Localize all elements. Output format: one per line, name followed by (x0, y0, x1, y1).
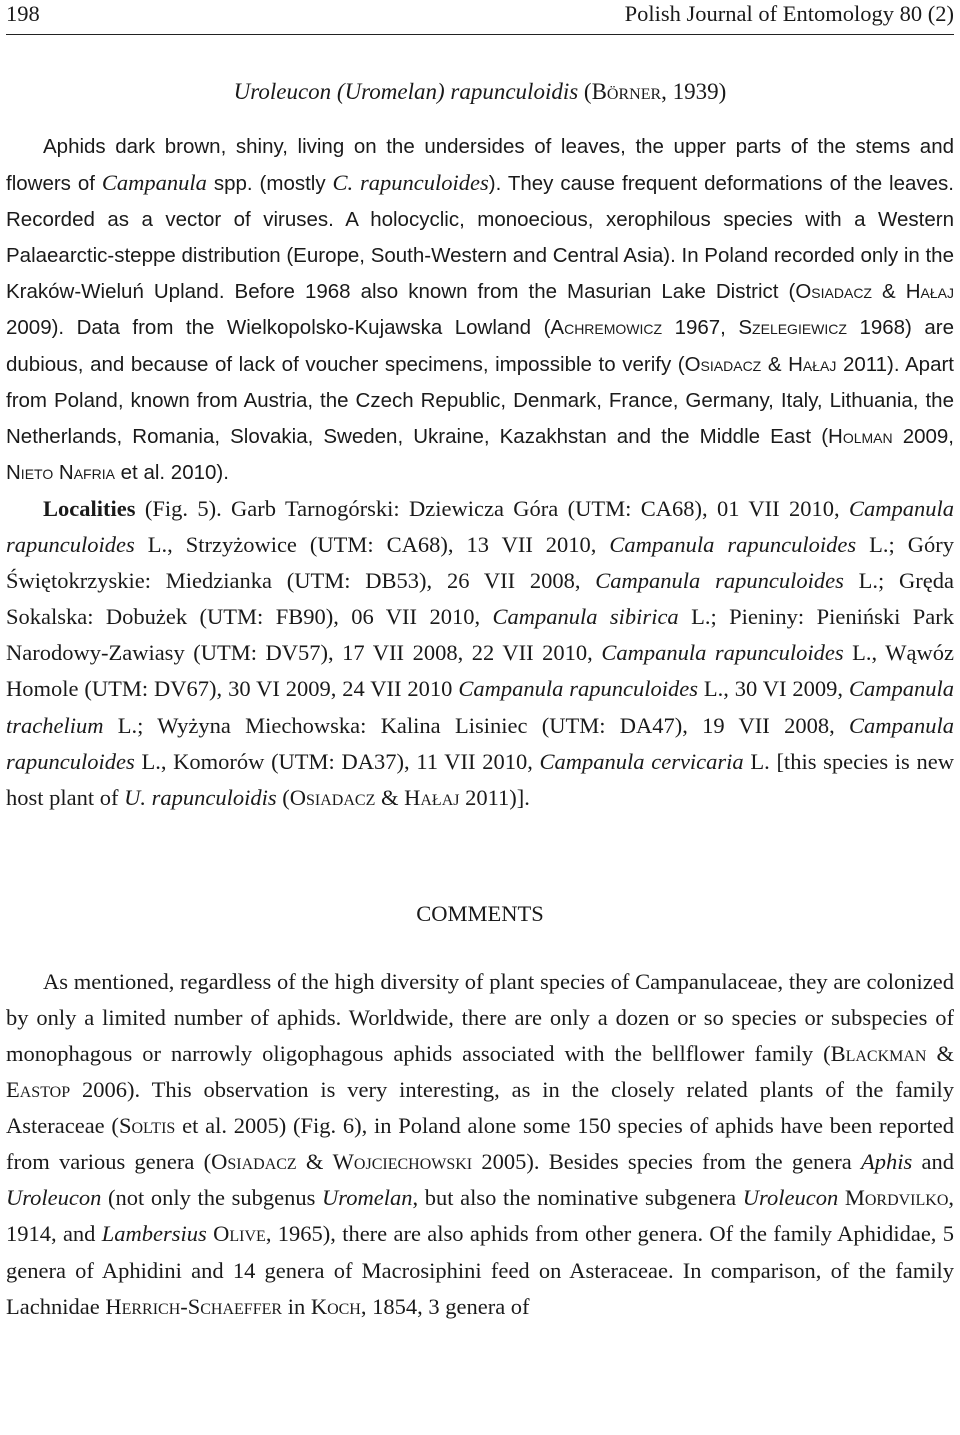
text-run: Osiadacz (795, 280, 872, 304)
text-run: Hałaj (905, 280, 954, 304)
text-run: Blackman (830, 1040, 927, 1066)
text-run: L.; Wyżyna Miechowska: Kalina Lisiniec (UTM: DA47), 19 VII 2008, (103, 712, 849, 738)
text-run: Hałaj (788, 352, 837, 376)
text-run: & (296, 1149, 333, 1175)
text-run: Campanula rapunculoides (609, 532, 857, 558)
text-run: ( (276, 784, 290, 810)
text-run: Campanula cervicaria (539, 748, 744, 774)
text-run: Olive (213, 1221, 266, 1247)
text-run: Achremowicz (550, 316, 663, 340)
genus-name: Uroleucon (233, 79, 332, 104)
text-run: 2011)]. (459, 784, 530, 810)
text-run: Aphids dark brown, shiny, living on the undersides of leaves, the upper parts of the stems and flowers of (6, 135, 954, 196)
text-run: 2006). This observation is very interesting, as in the closely related plants of the family Asteraceae ( (6, 1077, 954, 1139)
text-run: Herrich-Schaeffer (105, 1293, 283, 1319)
text-run: & (926, 1040, 954, 1066)
comments-heading: COMMENTS (416, 900, 544, 926)
text-run: Campanula rapunculoides (595, 568, 844, 594)
text-run: Mordvilko (844, 1185, 949, 1211)
text-run: U. rapunculoidis (124, 784, 277, 810)
text-run: C. rapunculoides (332, 170, 489, 196)
text-run: and (912, 1149, 954, 1175)
text-run: Soltis (118, 1113, 176, 1139)
text-run: 2009, (892, 424, 954, 448)
text-run: Campanula rapunculoides (458, 676, 698, 702)
text-run: & (871, 280, 906, 304)
text-run: 2011). Apart from Poland, known from Austria, the Czech Republic, Denmark, France, Germany, Italy, Lithuania, the Netherlands, Romania, Slovakia, Sweden, Ukraine, Kazakhstan and the Middle East ( (6, 352, 954, 448)
text-run: Uroleucon (742, 1185, 839, 1211)
text-run: L., Wąwóz Homole (UTM: DV67), 30 VI 2009, 24 VII 2010 (6, 640, 955, 702)
text-run: et al. 2005) (Fig. 6), in Poland alone some 150 species of aphids have been reported from various genera ( (6, 1113, 954, 1175)
text-run: Koch (310, 1293, 361, 1319)
text-run: Campanula (101, 170, 207, 196)
text-run: Nieto Nafria (6, 460, 115, 484)
species-year: , 1939) (661, 79, 727, 104)
text-run: L.; Góry Świętokrzyskie: Miedzianka (UTM: DB53), 26 VII 2008, (6, 532, 954, 594)
text-run: ). They cause frequent deformations of the leaves. Recorded as a vector of viruses. A holocyclic, monoecious, xerophilous species with a Western Palaearctic-steppe distribution (Europe, South-Western and Central Asia). In Poland recorded only in the Kraków-Wieluń Upland. Before 1968 also known from the Masurian Lake District ( (6, 172, 955, 304)
species-title: Uroleucon (Uromelan) rapunculoidis (Börner, 1939) (233, 79, 727, 104)
species-description-paragraph (6, 129, 954, 491)
text-run: 1968) are dubious, and because of lack of voucher specimens, impossible to verify ( (6, 316, 954, 376)
text-run: (Fig. 5). Garb Tarnogórski: Dziewicza Góra (UTM: CA68), 01 VII 2010, (135, 495, 849, 521)
text-run: Osiadacz (211, 1149, 297, 1175)
journal-name: Polish Journal of Entomology 80 (2) (624, 1, 954, 26)
text-run: Holman (828, 424, 893, 448)
text-run: Osiadacz (289, 784, 376, 810)
text-run: Uroleucon (6, 1185, 102, 1211)
text-run: Campanula rapunculoides (6, 712, 954, 774)
species-name: rapunculoidis (450, 79, 579, 104)
text-run: , 1914, and (6, 1185, 955, 1247)
text-run: Campanula rapunculoides (601, 640, 844, 666)
text-run: L.; Pieniny: Pieniński Park Narodowy-Zawiasy (UTM: DV57), 17 VII 2008, 22 VII 2010, (6, 604, 954, 666)
text-run: Campanula trachelium (6, 676, 954, 738)
text-run: Uromelan (322, 1185, 413, 1211)
localities-label: Localities (43, 495, 136, 521)
species-author: Börner (591, 79, 662, 104)
text-run: , 1854, 3 genera of (360, 1293, 530, 1319)
text-run: Hałaj (404, 784, 460, 810)
text-run: Campanula rapunculoides (6, 495, 954, 558)
document-page (6, 0, 954, 1325)
text-run: Lambersius (101, 1221, 207, 1247)
text-run: (not only the subgenus (101, 1185, 323, 1211)
text-run: Aphis (861, 1149, 913, 1175)
text-run: Szelegiewicz (738, 316, 847, 340)
text-run: L., Strzyżowice (UTM: CA68), 13 VII 2010, (134, 532, 610, 558)
text-run: in (282, 1293, 311, 1319)
text-run: L., Komorów (UTM: DA37), 11 VII 2010, (134, 748, 540, 774)
text-run: 2009). Data from the Wielkopolsko-Kujawska Lowland ( (6, 316, 551, 340)
subgenus-name: (Uromelan) (336, 79, 445, 104)
text-run: L.; Gręda Sokalska: Dobużek (UTM: FB90), 06 VII 2010, (6, 568, 955, 630)
text-run: , 1965), there are also aphids from other genera. Of the family Aphididae, 5 genera of Aphidini and 14 genera of Macrosiphini feed on Asteraceae. In comparison, of the family Lachnidae (6, 1221, 955, 1319)
page-number: 198 (6, 1, 40, 26)
text-run: 2005). Besides species from the genera (472, 1149, 862, 1175)
text-run: et al. 2010). (114, 460, 229, 484)
comments-paragraph (6, 964, 954, 1325)
text-run: 1967, (662, 316, 739, 340)
text-run: & (375, 784, 405, 810)
text-run: Osiadacz (684, 352, 762, 376)
text-run: L., 30 VI 2009, (697, 676, 849, 702)
text-run: & (761, 352, 789, 376)
text-run: Eastop (6, 1077, 71, 1103)
localities-paragraph (6, 491, 954, 816)
text-run: , but also the nominative subgenera (412, 1185, 743, 1211)
text-run: As mentioned, regardless of the high diversity of plant species of Campanulaceae, they are colonized by only a limited number of aphids. Worldwide, there are only a dozen or so species or subspecies of monophagous or narrowly oligophagous aphids associated with the bellflower family ( (6, 968, 954, 1066)
text-run: Campanula sibirica (492, 604, 679, 630)
page-header (6, 0, 954, 35)
text-run: spp. (mostly (206, 172, 333, 196)
text-run: Wojciechowski (332, 1149, 473, 1175)
text-run: L. [this species is new host plant of (6, 748, 954, 810)
text-run (838, 1185, 845, 1210)
